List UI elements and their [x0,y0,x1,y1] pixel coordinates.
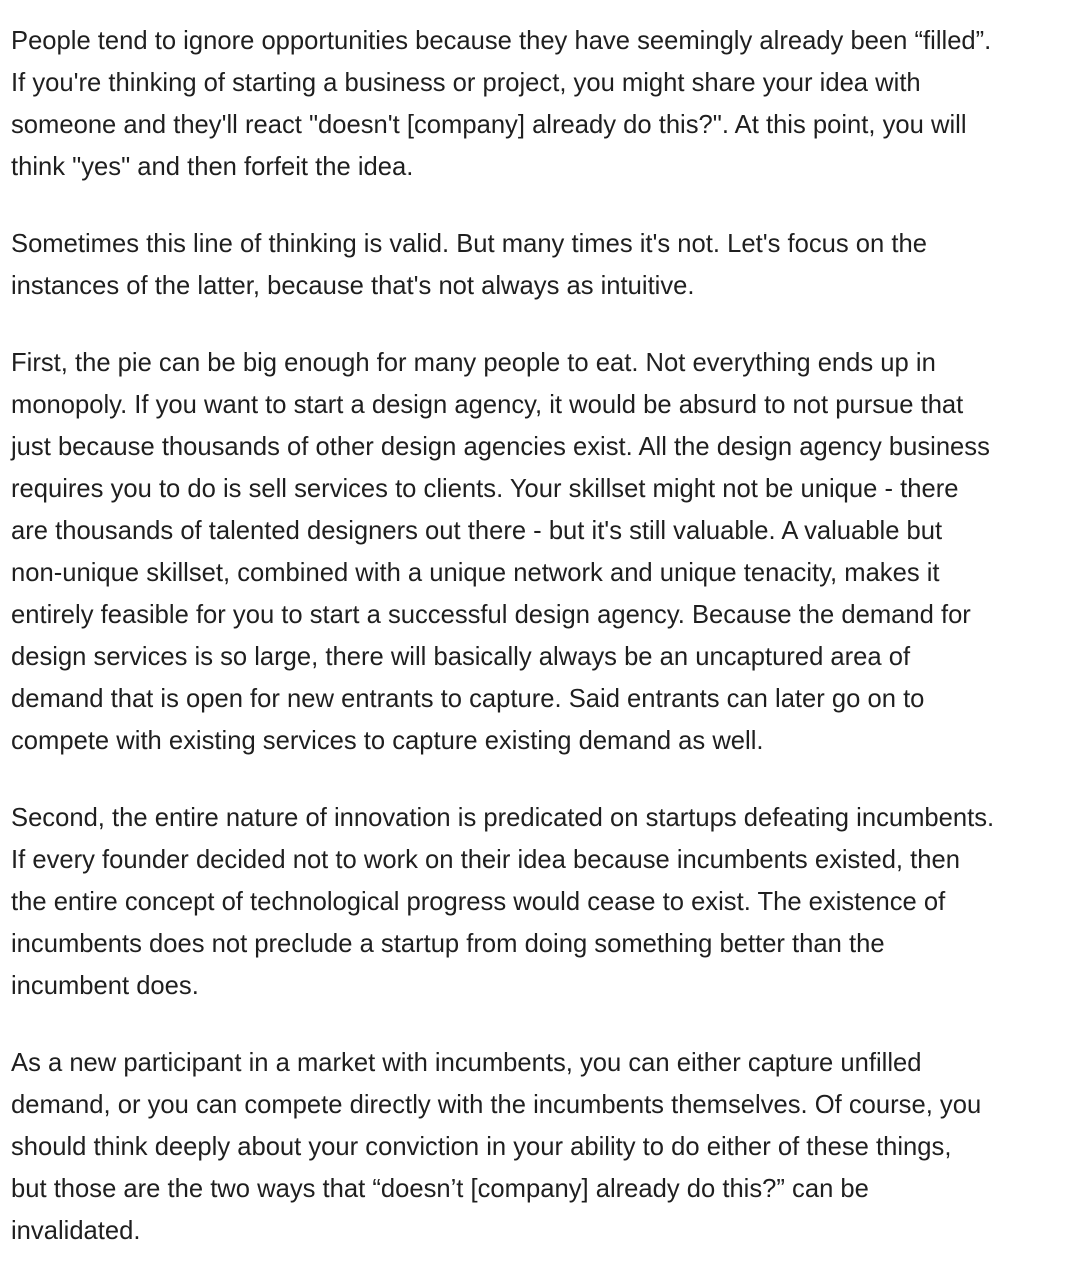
paragraph-4 [11,797,1080,1007]
paragraph-line: demand, or you can compete directly with the incumbents themselves. Of course, you [11,1091,982,1119]
paragraph-line: should think deeply about your conviction in your ability to do either of these things, [11,1133,952,1161]
paragraph-line: the entire concept of technological progress would cease to exist. The existence of [11,888,946,916]
paragraph-2 [11,223,1080,307]
paragraph-line: Second, the entire nature of innovation is predicated on startups defeating incumbents. [11,804,995,832]
paragraph-line: Sometimes this line of thinking is valid. But many times it's not. Let's focus on the [11,230,927,258]
paragraph-spacer [11,188,1080,223]
paragraph-line: First, the pie can be big enough for many people to eat. Not everything ends up in [11,349,936,377]
paragraph-line: incumbent does. [11,972,199,1000]
paragraph-line: invalidated. [11,1217,141,1245]
paragraph-1 [11,20,1080,188]
paragraph-line: compete with existing services to capture existing demand as well. [11,727,764,755]
paragraph-line: are thousands of talented designers out there - but it's still valuable. A valuable but [11,517,943,545]
paragraph-line: If every founder decided not to work on their idea because incumbents existed, then [11,846,960,874]
paragraph-line: monopoly. If you want to start a design agency, it would be absurd to not pursue that [11,391,964,419]
paragraph-3 [11,342,1080,762]
paragraph-line: design services is so large, there will basically always be an uncaptured area of [11,643,911,671]
paragraph-spacer [11,1007,1080,1042]
paragraph-line: entirely feasible for you to start a successful design agency. Because the demand for [11,601,971,629]
paragraph-line: think "yes" and then forfeit the idea. [11,153,414,181]
paragraph-line: incumbents does not preclude a startup from doing something better than the [11,930,885,958]
paragraph-line: As a new participant in a market with incumbents, you can either capture unfilled [11,1049,922,1077]
paragraph-line: but those are the two ways that “doesn’t [company] already do this?” can be [11,1175,869,1203]
paragraph-line: non-unique skillset, combined with a unique network and unique tenacity, makes it [11,559,940,587]
paragraph-line: someone and they'll react "doesn't [company] already do this?". At this point, you will [11,111,967,139]
paragraph-spacer [11,762,1080,797]
paragraph-spacer [11,307,1080,342]
paragraph-line: instances of the latter, because that's not always as intuitive. [11,272,695,300]
paragraph-line: demand that is open for new entrants to capture. Said entrants can later go on to [11,685,925,713]
paragraph-line: just because thousands of other design agencies exist. All the design agency business [11,433,990,461]
paragraph-line: requires you to do is sell services to clients. Your skillset might not be unique - there [11,475,959,503]
paragraph-line: If you're thinking of starting a business or project, you might share your idea with [11,69,921,97]
paragraph-line: People tend to ignore opportunities because they have seemingly already been “filled”. [11,27,992,55]
paragraph-5 [11,1042,1080,1252]
